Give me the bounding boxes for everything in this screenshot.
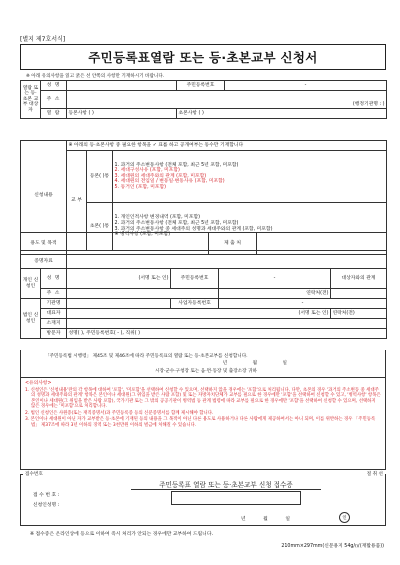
view-label: 열 람 [41, 109, 67, 119]
notes-section [20, 378, 386, 470]
target-name-field[interactable] [67, 81, 177, 91]
proof-label: 증명자료 [21, 255, 67, 269]
target-idno-label: 주민등록번호 [177, 81, 225, 91]
content-item[interactable]: 1. 과거의 주소변동사항 (전체 포함, 최근 5년 포함, 미포함) [114, 162, 239, 168]
page-title: 주민등록표열람 또는 등·초본교부 신청서 [88, 50, 318, 65]
individual-phone-label: 연락처(전) [219, 289, 331, 299]
visitor-field[interactable]: 성명( ), 주민등록번호( - ), 직위( ) [67, 329, 387, 339]
receipt-title: 주민등록표 열람 또는 등·초본교부 신청 접수증 [131, 479, 321, 490]
note-item: 2. 법인 신청인은 사원증(또는 재직증명서)과 주민등록증 등의 신분증명서를 함께 제시해야 합니다. [25, 410, 214, 416]
proof-field[interactable] [67, 255, 387, 269]
cho-count-label[interactable]: 초본( )통 [87, 203, 113, 251]
individual-idno-label: 주민등록번호 [171, 269, 219, 289]
content-item[interactable]: 4. 세대원의 전입일 / 변동일·변동사유 (포함, 미포함) [114, 179, 225, 185]
content-header: ※ 아래의 등·초본사항 중 필요한 항목을 ✓ 표를 하고 공개여부는 동수만 기재합니다 [67, 141, 387, 151]
cut-left-label: 접수번호 [25, 472, 43, 477]
receipt-no-label: 접 수 번 호 : [33, 493, 60, 498]
target-idno-field[interactable]: - [225, 81, 387, 91]
law-text: 「주민등록법 시행령」 제45조 및 제46조에 따라 주민등록표의 열람 또는 등·초본교부를 신청합니다. [45, 354, 248, 359]
form-number: [별지 제7호서식] [20, 36, 66, 43]
individual-name-field[interactable]: (서명 또는 인) [67, 269, 171, 289]
cut-line [23, 471, 385, 477]
target-address-label: 주 소 [41, 91, 67, 109]
recipient-text: 시장·군수·구청장 또는 읍·면·동장 및 출장소장 귀하 [155, 369, 257, 374]
purpose-label: 용도 및 목적 [21, 233, 67, 255]
note-item: 3. 본인이나 세대원이 아닌 자가 교부받은 등·초본에 기재된 등의 내용을 그 목적이 아닌 다른 용도로 사용하거나 다른 사람에게 제공하여서는 아니 되며, 이를 위반하는 경우 「주민등록법」 제37조에 따라 3년 이하의 징역 또는 3천만원 이하의 벌금에 처해질 수 있습니다. [25, 417, 376, 428]
corp-phone-field[interactable]: 연락처(전) [331, 309, 387, 319]
content-item[interactable]: 5. 동거인 (포함, 미포함) [114, 184, 166, 190]
bizno-label: 사업자등록번호 [171, 299, 219, 309]
paper-size: 210mm×297mm(신문용지 54g/㎡(재활용품)) [281, 544, 384, 549]
purpose-field[interactable] [67, 233, 209, 255]
individual-address-field[interactable] [67, 289, 219, 299]
receipt-person-label: 신청인성명 : [33, 503, 60, 508]
receipt-date: 년 월 일 [241, 517, 298, 522]
relation-label: 대상자와의 관계 [331, 269, 387, 289]
loc-label: 소재지 [41, 319, 67, 329]
footer-note: ※ 접수증은 온라인상에 등으로 이하여 즉시 처리가 안되는 경우에만 교부하여 드립니다. [30, 532, 213, 537]
content-item[interactable]: 1. 개인인적사항 변경내역 (포함, 미포함) [114, 215, 200, 221]
notes-header: <유의사항> [25, 381, 52, 386]
content-item[interactable]: 2. 과거의 주소변동사항 (전체 포함, 최근 5년 포함, 미포함) [114, 220, 239, 226]
cut-right-label: 절 취 선 [366, 472, 383, 477]
content-item[interactable]: 2. 세대구성사유 (포함, 미포함) [114, 168, 180, 174]
bizno-field[interactable]: - [219, 299, 387, 309]
note-item: 1. 신청인은 '신청내용'란의 각 항목에 대하여 '포함', '미포함'을 선택하여 신청할 수 있으며, 선택하지 않을 경우에는 '포함'으로 처리됩니다. 다만, 초본의 경우 '과거의 주소변동 중 세대주의 성명과 세대주와의 관계' 항목은 본인이나 세대원(그 위임을 받은 사람 포함) 및 또는 자방자치단체가 교부를 필요로 한 경우에만 '포함'을 선택하여 신청할 수 있고, '병역사항' 항목은 본인이나 세대원(그 위임을 받은 사람 포함), 국가기관 또는 그 밖의 공공기관이 병역법 등 관계 법령에 따라 교부를 필요로 한 경우에만 '포함'을 선택하여 신청할 수 있으며, 선택하지 않은 경우에는 '미포함'으로 처리합니다. [25, 387, 381, 410]
seal-icon: 인 [339, 512, 350, 523]
deung-item-list [115, 163, 385, 191]
visitor-label: 방문자 [41, 329, 67, 339]
individual-section-label: 개인 신청인 [21, 269, 41, 299]
receipt-stub [20, 474, 386, 526]
notice-text: ※ 아래 유의사항을 읽고 굵은 선 안쪽의 사항만 기재하시기 바랍니다. [26, 74, 165, 79]
purpose-table [20, 232, 387, 269]
content-item[interactable]: 3. 과거의 주소변동사항 중 세대주의 성명과 세대주와의 관계 (포함, 미포함) [114, 226, 273, 232]
submit-label: 제 출 처 [209, 233, 257, 255]
individual-idno-field[interactable]: - [219, 269, 331, 289]
target-name-label: 성 명 [41, 81, 67, 91]
deung-items [113, 151, 387, 203]
rep-field[interactable]: (서명 또는 인) [67, 309, 331, 319]
rep-label: 대표자 [41, 309, 67, 319]
deung-count-label[interactable]: 등본( )통 [87, 151, 113, 203]
title-box [20, 44, 386, 70]
org-label: 기관명 [41, 299, 67, 309]
application-date: 년 월 일 [222, 361, 299, 366]
view-cho-option[interactable]: 초본사항 ( ) [177, 109, 387, 119]
individual-phone-field[interactable] [331, 289, 387, 299]
content-item[interactable]: 3. 세대원의 세대주와의 관계 (포함, 미포함) [114, 173, 207, 179]
receipt-stamp-box [171, 491, 301, 505]
law-statement [20, 350, 386, 378]
loc-field[interactable] [67, 319, 387, 329]
target-address-field[interactable]: (행정기관명 : ) [67, 91, 387, 109]
corporate-section-label: 법인 신청인 [21, 299, 41, 339]
target-section-label: 열람 또는 등·초본 교부 대상자 [21, 81, 41, 119]
target-table [20, 80, 387, 119]
individual-name-label: 성 명 [41, 269, 67, 289]
content-item[interactable]: ※ 병역사항 (포함, 미포함) [114, 232, 171, 238]
issue-label: 교 부 [67, 151, 87, 251]
individual-address-label: 주 소 [41, 289, 67, 299]
corporate-table [20, 298, 387, 339]
submit-field[interactable] [257, 233, 387, 255]
org-field[interactable] [67, 299, 171, 309]
individual-table [20, 268, 387, 299]
content-section-label: 신청내용 [21, 141, 67, 251]
view-deung-option[interactable]: 등본사항 ( ) [67, 109, 177, 119]
